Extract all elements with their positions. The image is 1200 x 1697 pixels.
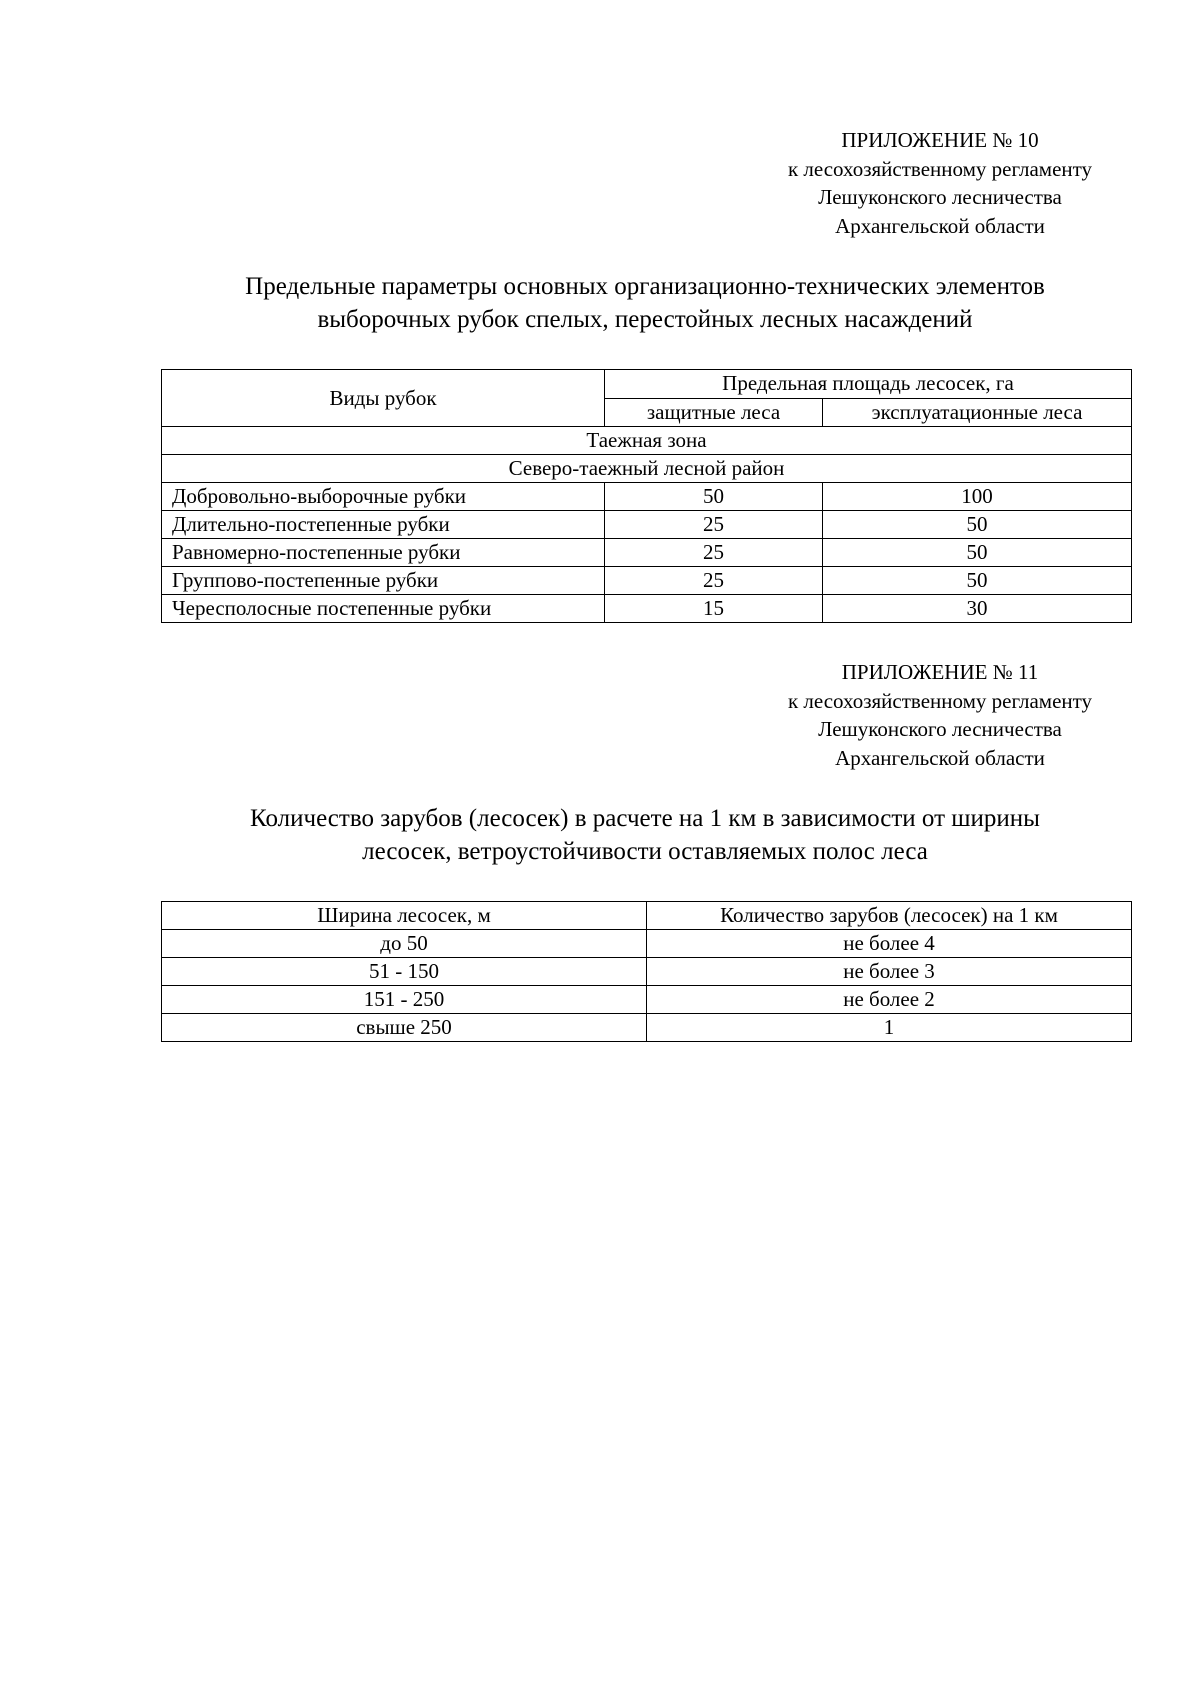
appendix-11-region: Архангельской области (835, 745, 1045, 770)
table-row (162, 567, 1132, 595)
cut-width-value: 51 - 150 (162, 958, 647, 986)
protective-value: 25 (605, 511, 823, 539)
cut-count-value: 1 (647, 1014, 1132, 1042)
zone-row: Таежная зона (162, 427, 1132, 455)
cutting-type-name: Группово-постепенные рубки (162, 567, 605, 595)
cutting-type-name: Равномерно-постепенные рубки (162, 539, 605, 567)
exploitation-value: 30 (823, 595, 1132, 623)
appendix-11-number: ПРИЛОЖЕНИЕ № 11 (841, 660, 1039, 684)
cut-count-value: не более 2 (647, 986, 1132, 1014)
appendix-10-forestry: Лешуконского лесничества (818, 185, 1062, 209)
table-row (162, 958, 1132, 986)
table-10-title-line2: выборочных рубок спелых, перестойных лесных насаждений (317, 306, 973, 333)
protective-value: 50 (605, 483, 823, 511)
protective-value: 25 (605, 539, 823, 567)
table-11-title (160, 802, 1130, 868)
table-10-title-line1: Предельные параметры основных организационно-технических элементов (245, 273, 1045, 300)
cutting-parameters-table (161, 369, 1132, 623)
cutting-type-name: Длительно-постепенные рубки (162, 511, 605, 539)
protective-value: 25 (605, 567, 823, 595)
header-protective-forests: защитные леса (605, 398, 823, 427)
appendix-10-ref: к лесохозяйственному регламенту (787, 156, 1093, 181)
appendix-11-header (760, 658, 1120, 772)
table-row (162, 427, 1132, 455)
exploitation-value: 100 (823, 483, 1132, 511)
table-10-title (160, 270, 1130, 336)
table-11-title-line2: лесосек, ветроустойчивости оставляемых полос леса (362, 838, 928, 865)
header-max-area: Предельная площадь лесосек, га (605, 370, 1132, 399)
cutting-type-name: Чересполосные постепенные рубки (162, 595, 605, 623)
table-row (162, 1014, 1132, 1042)
cut-count-value: не более 4 (647, 930, 1132, 958)
header-exploitation-forests: эксплуатационные леса (823, 398, 1132, 427)
region-row: Северо-таежный лесной район (162, 455, 1132, 483)
exploitation-value: 50 (823, 511, 1132, 539)
exploitation-value: 50 (823, 539, 1132, 567)
cut-width-value: свыше 250 (162, 1014, 647, 1042)
header-cut-width: Ширина лесосек, м (162, 902, 647, 930)
cut-count-table (161, 901, 1132, 1042)
exploitation-value: 50 (823, 567, 1132, 595)
cut-width-value: 151 - 250 (162, 986, 647, 1014)
appendix-11-ref: к лесохозяйственному регламенту (787, 688, 1093, 713)
protective-value: 15 (605, 595, 823, 623)
table-row (162, 455, 1132, 483)
table-row (162, 511, 1132, 539)
cutting-type-name: Добровольно-выборочные рубки (162, 483, 605, 511)
table-row (162, 370, 1132, 399)
table-row (162, 539, 1132, 567)
appendix-11-forestry: Лешуконского лесничества (818, 717, 1062, 741)
header-cutting-types: Виды рубок (162, 370, 605, 427)
table-row (162, 902, 1132, 930)
cut-count-value: не более 3 (647, 958, 1132, 986)
appendix-10-header (760, 126, 1120, 240)
table-row (162, 483, 1132, 511)
table-11-title-line1: Количество зарубов (лесосек) в расчете на 1 км в зависимости от ширины (250, 805, 1040, 832)
appendix-10-region: Архангельской области (835, 213, 1045, 238)
table-row (162, 930, 1132, 958)
appendix-10-number: ПРИЛОЖЕНИЕ № 10 (841, 128, 1039, 152)
table-row (162, 986, 1132, 1014)
header-cut-count: Количество зарубов (лесосек) на 1 км (647, 902, 1132, 930)
cut-width-value: до 50 (162, 930, 647, 958)
table-row (162, 595, 1132, 623)
